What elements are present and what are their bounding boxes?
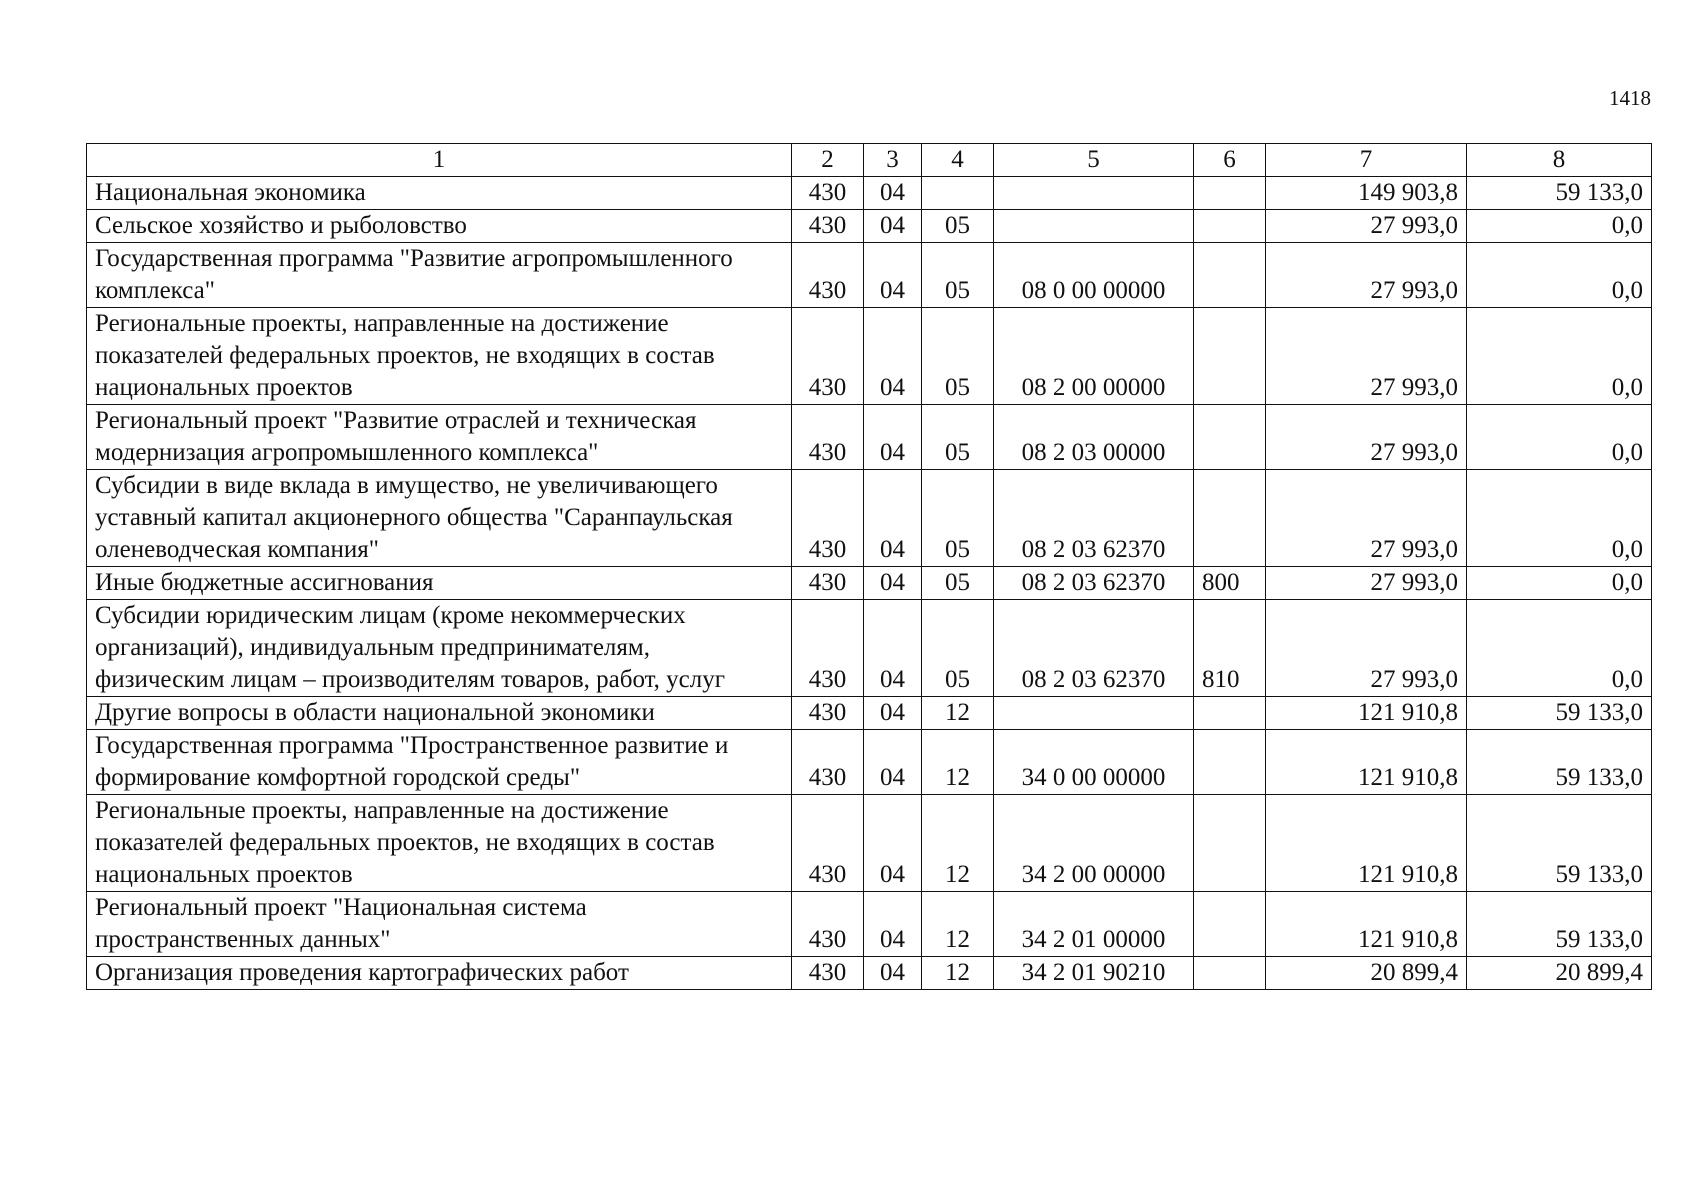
header-row bbox=[87, 144, 1652, 177]
cell-col-8: 59 133,0 bbox=[1467, 795, 1652, 892]
cell-col-5: 34 2 01 00000 bbox=[994, 892, 1194, 957]
cell-col-8: 59 133,0 bbox=[1467, 892, 1652, 957]
column-header: 8 bbox=[1467, 144, 1652, 177]
cell-col-3: 04 bbox=[864, 795, 922, 892]
cell-col-6 bbox=[1194, 730, 1266, 795]
cell-col-2: 430 bbox=[792, 567, 864, 600]
table-row bbox=[87, 210, 1652, 243]
cell-col-7: 121 910,8 bbox=[1266, 697, 1467, 730]
row-name: Национальная экономика bbox=[87, 177, 792, 210]
cell-col-6 bbox=[1194, 210, 1266, 243]
cell-col-6 bbox=[1194, 177, 1266, 210]
table-row bbox=[87, 177, 1652, 210]
cell-col-3: 04 bbox=[864, 177, 922, 210]
cell-col-2: 430 bbox=[792, 308, 864, 405]
cell-col-7: 27 993,0 bbox=[1266, 470, 1467, 567]
cell-col-2: 430 bbox=[792, 892, 864, 957]
table-row bbox=[87, 470, 1652, 567]
cell-col-8: 0,0 bbox=[1467, 243, 1652, 308]
table-row bbox=[87, 600, 1652, 697]
cell-col-5: 34 2 01 90210 bbox=[994, 957, 1194, 990]
cell-col-7: 149 903,8 bbox=[1266, 177, 1467, 210]
row-name: Иные бюджетные ассигнования bbox=[87, 567, 792, 600]
cell-col-6 bbox=[1194, 308, 1266, 405]
cell-col-3: 04 bbox=[864, 892, 922, 957]
cell-col-4: 05 bbox=[922, 600, 994, 697]
cell-col-3: 04 bbox=[864, 567, 922, 600]
cell-col-8: 0,0 bbox=[1467, 600, 1652, 697]
cell-col-3: 04 bbox=[864, 730, 922, 795]
cell-col-7: 121 910,8 bbox=[1266, 892, 1467, 957]
table-row bbox=[87, 567, 1652, 600]
cell-col-7: 121 910,8 bbox=[1266, 730, 1467, 795]
cell-col-3: 04 bbox=[864, 210, 922, 243]
cell-col-5 bbox=[994, 177, 1194, 210]
table-row bbox=[87, 892, 1652, 957]
budget-table bbox=[86, 143, 1652, 990]
cell-col-5: 34 2 00 00000 bbox=[994, 795, 1194, 892]
row-name: Государственная программа "Развитие агропромышленного комплекса" bbox=[87, 243, 792, 308]
cell-col-6 bbox=[1194, 470, 1266, 567]
table-row bbox=[87, 243, 1652, 308]
column-header: 2 bbox=[792, 144, 864, 177]
cell-col-7: 27 993,0 bbox=[1266, 243, 1467, 308]
cell-col-5: 08 2 03 00000 bbox=[994, 405, 1194, 470]
cell-col-4: 05 bbox=[922, 243, 994, 308]
cell-col-6: 810 bbox=[1194, 600, 1266, 697]
cell-col-4: 12 bbox=[922, 697, 994, 730]
cell-col-7: 20 899,4 bbox=[1266, 957, 1467, 990]
cell-col-2: 430 bbox=[792, 600, 864, 697]
row-name: Организация проведения картографических работ bbox=[87, 957, 792, 990]
cell-col-2: 430 bbox=[792, 405, 864, 470]
cell-col-8: 59 133,0 bbox=[1467, 177, 1652, 210]
cell-col-7: 27 993,0 bbox=[1266, 567, 1467, 600]
cell-col-8: 59 133,0 bbox=[1467, 697, 1652, 730]
cell-col-2: 430 bbox=[792, 730, 864, 795]
cell-col-8: 59 133,0 bbox=[1467, 730, 1652, 795]
cell-col-8: 0,0 bbox=[1467, 405, 1652, 470]
column-header: 7 bbox=[1266, 144, 1467, 177]
column-header: 5 bbox=[994, 144, 1194, 177]
cell-col-3: 04 bbox=[864, 957, 922, 990]
cell-col-3: 04 bbox=[864, 308, 922, 405]
cell-col-2: 430 bbox=[792, 177, 864, 210]
cell-col-8: 20 899,4 bbox=[1467, 957, 1652, 990]
cell-col-4: 05 bbox=[922, 470, 994, 567]
table-row bbox=[87, 308, 1652, 405]
cell-col-2: 430 bbox=[792, 795, 864, 892]
cell-col-3: 04 bbox=[864, 405, 922, 470]
row-name: Сельское хозяйство и рыболовство bbox=[87, 210, 792, 243]
column-header: 3 bbox=[864, 144, 922, 177]
cell-col-8: 0,0 bbox=[1467, 567, 1652, 600]
cell-col-4: 12 bbox=[922, 892, 994, 957]
cell-col-7: 27 993,0 bbox=[1266, 600, 1467, 697]
cell-col-6 bbox=[1194, 892, 1266, 957]
cell-col-6 bbox=[1194, 957, 1266, 990]
page-number: 1418 bbox=[1609, 86, 1651, 110]
cell-col-4: 05 bbox=[922, 308, 994, 405]
cell-col-6: 800 bbox=[1194, 567, 1266, 600]
row-name: Субсидии в виде вклада в имущество, не увеличивающего уставный капитал акционерного общества "Саранпаульская оленеводческая компания" bbox=[87, 470, 792, 567]
row-name: Региональный проект "Национальная система пространственных данных" bbox=[87, 892, 792, 957]
row-name: Региональные проекты, направленные на достижение показателей федеральных проектов, не входящих в состав национальных проектов bbox=[87, 308, 792, 405]
cell-col-2: 430 bbox=[792, 697, 864, 730]
cell-col-3: 04 bbox=[864, 243, 922, 308]
cell-col-4: 05 bbox=[922, 567, 994, 600]
table-row bbox=[87, 697, 1652, 730]
column-header: 1 bbox=[87, 144, 792, 177]
cell-col-7: 27 993,0 bbox=[1266, 308, 1467, 405]
cell-col-4: 12 bbox=[922, 957, 994, 990]
cell-col-5: 08 2 00 00000 bbox=[994, 308, 1194, 405]
cell-col-6 bbox=[1194, 243, 1266, 308]
cell-col-7: 27 993,0 bbox=[1266, 405, 1467, 470]
cell-col-5 bbox=[994, 210, 1194, 243]
cell-col-6 bbox=[1194, 697, 1266, 730]
row-name: Субсидии юридическим лицам (кроме некоммерческих организаций), индивидуальным предпринимателям, физическим лицам – производителям товаров, работ, услуг bbox=[87, 600, 792, 697]
cell-col-5: 08 2 03 62370 bbox=[994, 600, 1194, 697]
table-row bbox=[87, 405, 1652, 470]
cell-col-4: 05 bbox=[922, 405, 994, 470]
cell-col-6 bbox=[1194, 795, 1266, 892]
table-row bbox=[87, 795, 1652, 892]
cell-col-8: 0,0 bbox=[1467, 210, 1652, 243]
row-name: Государственная программа "Пространственное развитие и формирование комфортной городской среды" bbox=[87, 730, 792, 795]
cell-col-5: 08 2 03 62370 bbox=[994, 470, 1194, 567]
cell-col-4 bbox=[922, 177, 994, 210]
column-header: 4 bbox=[922, 144, 994, 177]
cell-col-3: 04 bbox=[864, 600, 922, 697]
cell-col-2: 430 bbox=[792, 243, 864, 308]
table-row bbox=[87, 957, 1652, 990]
cell-col-5 bbox=[994, 697, 1194, 730]
row-name: Региональные проекты, направленные на достижение показателей федеральных проектов, не входящих в состав национальных проектов bbox=[87, 795, 792, 892]
cell-col-3: 04 bbox=[864, 470, 922, 567]
row-name: Другие вопросы в области национальной экономики bbox=[87, 697, 792, 730]
cell-col-4: 12 bbox=[922, 730, 994, 795]
cell-col-8: 0,0 bbox=[1467, 470, 1652, 567]
cell-col-5: 08 0 00 00000 bbox=[994, 243, 1194, 308]
cell-col-2: 430 bbox=[792, 957, 864, 990]
cell-col-2: 430 bbox=[792, 210, 864, 243]
column-header: 6 bbox=[1194, 144, 1266, 177]
cell-col-2: 430 bbox=[792, 470, 864, 567]
cell-col-4: 12 bbox=[922, 795, 994, 892]
cell-col-7: 27 993,0 bbox=[1266, 210, 1467, 243]
cell-col-8: 0,0 bbox=[1467, 308, 1652, 405]
cell-col-5: 34 0 00 00000 bbox=[994, 730, 1194, 795]
cell-col-5: 08 2 03 62370 bbox=[994, 567, 1194, 600]
cell-col-4: 05 bbox=[922, 210, 994, 243]
table-row bbox=[87, 730, 1652, 795]
cell-col-3: 04 bbox=[864, 697, 922, 730]
cell-col-7: 121 910,8 bbox=[1266, 795, 1467, 892]
row-name: Региональный проект "Развитие отраслей и техническая модернизация агропромышленного комплекса" bbox=[87, 405, 792, 470]
cell-col-6 bbox=[1194, 405, 1266, 470]
